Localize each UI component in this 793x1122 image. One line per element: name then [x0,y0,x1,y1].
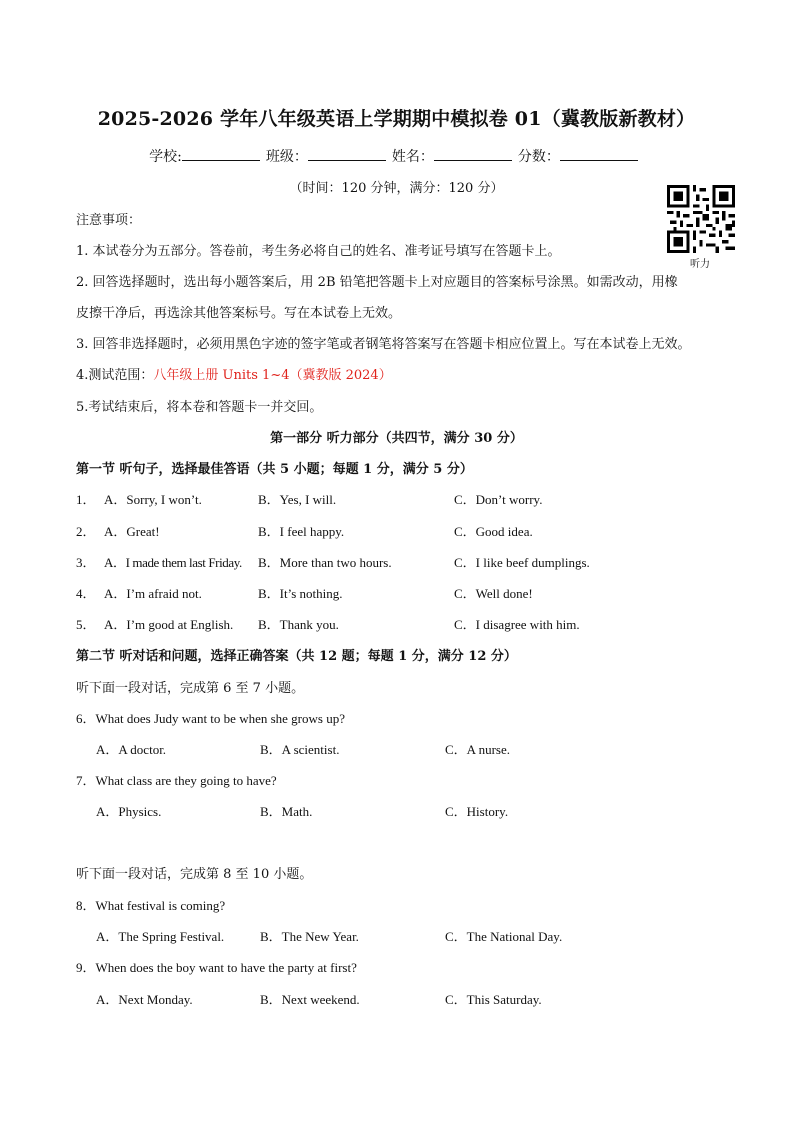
q4-number: 4． [76,586,96,601]
notice-item-4-prefix: 4.测试范围： [76,368,154,383]
q1-option-c: C．Don’t worry. [454,492,543,507]
q9-stem: 9．When does the boy want to have the party at first? [76,960,357,975]
q4-option-a: A．I’m afraid not. [104,586,202,601]
name-blank [434,148,512,161]
q1-option-b: B．Yes, I will. [258,492,337,507]
notice-item-2b: 皮擦干净后，再选涂其他答案标号。写在本试卷上无效。 [76,306,402,321]
dialog2-instruction: 听下面一段对话，完成第 8 至 10 小题。 [76,867,313,882]
q1-number: 1． [76,492,96,507]
q5-option-c: C．I disagree with him. [454,617,580,632]
q3-option-a: A．I made them last Friday. [104,555,242,570]
student-info-line [0,146,793,166]
q3-number: 3． [76,555,96,570]
q4-option-b: B．It’s nothing. [258,586,343,601]
qr-label: 听力 [690,259,710,270]
q8-stem: 8．What festival is coming? [76,898,226,913]
qr-code-icon[interactable] [667,185,735,253]
q8-option-c: C．The National Day. [445,929,563,944]
q9-option-b: B．Next weekend. [260,992,360,1007]
time-note: （时间：120 分钟，满分：120 分） [289,181,504,196]
q3-option-b: B．More than two hours. [258,555,392,570]
score-label: 分数： [517,149,560,165]
q2-option-b: B．I feel happy. [258,524,345,539]
q7-option-c: C．History. [445,804,509,819]
q5-option-a: A．I’m good at English. [104,617,234,632]
q2-option-a: A．Great! [104,524,160,539]
section1-heading: 第一节 听句子，选择最佳答语（共 5 小题；每题 1 分，满分 5 分） [76,462,473,477]
section2-heading: 第二节 听对话和问题，选择正确答案（共 12 题；每题 1 分，满分 12 分） [76,649,517,664]
dialog1-instruction: 听下面一段对话，完成第 6 至 7 小题。 [76,681,305,696]
q2-option-c: C．Good idea. [454,524,533,539]
q7-stem: 7．What class are they going to have? [76,773,277,788]
q8-option-a: A．The Spring Festival. [96,929,225,944]
school-label: 学校: [149,149,182,165]
q7-option-b: B．Math. [260,804,313,819]
name-label: 姓名： [391,149,434,165]
q7-option-a: A．Physics. [96,804,162,819]
q1-option-a: A．Sorry, I won’t. [104,492,202,507]
q6-option-b: B．A scientist. [260,742,340,757]
notice-item-4 [76,364,392,383]
test-range: 八年级上册 Units 1~4（冀教版 2024） [153,368,392,383]
q2-number: 2． [76,524,96,539]
notice-item-2a: 2. 回答选择题时，选出每小题答案后，用 2B 铅笔把答题卡上对应题目的答案标号涂黑。如需改动，用橡 [76,275,678,290]
q3-option-c: C．I like beef dumplings. [454,555,590,570]
q5-number: 5． [76,617,96,632]
q6-stem: 6．What does Judy want to be when she grows up? [76,711,345,726]
q5-option-b: B．Thank you. [258,617,339,632]
class-blank [308,148,386,161]
notice-item-3: 3. 回答非选择题时，必须用黑色字迹的签字笔或者钢笔将答案写在答题卡相应位置上。写在本试卷上无效。 [76,337,691,352]
notice-heading: 注意事项： [76,213,142,228]
q6-option-c: C．A nurse. [445,742,511,757]
q9-option-c: C．This Saturday. [445,992,542,1007]
class-label: 班级： [265,149,308,165]
school-blank [182,148,260,161]
score-blank [560,148,638,161]
q6-option-a: A．A doctor. [96,742,167,757]
part1-heading: 第一部分 听力部分（共四节，满分 30 分） [270,431,523,446]
q9-option-a: A．Next Monday. [96,992,193,1007]
q4-option-c: C．Well done! [454,586,533,601]
page-title: 2025-2026 学年八年级英语上学期期中模拟卷 01（冀教版新教材） [97,108,696,130]
notice-item-5: 5.考试结束后，将本卷和答题卡一并交回。 [76,400,323,415]
q8-option-b: B．The New Year. [260,929,359,944]
notice-item-1: 1. 本试卷分为五部分。答卷前，考生务必将自己的姓名、准考证号填写在答题卡上。 [76,244,561,259]
